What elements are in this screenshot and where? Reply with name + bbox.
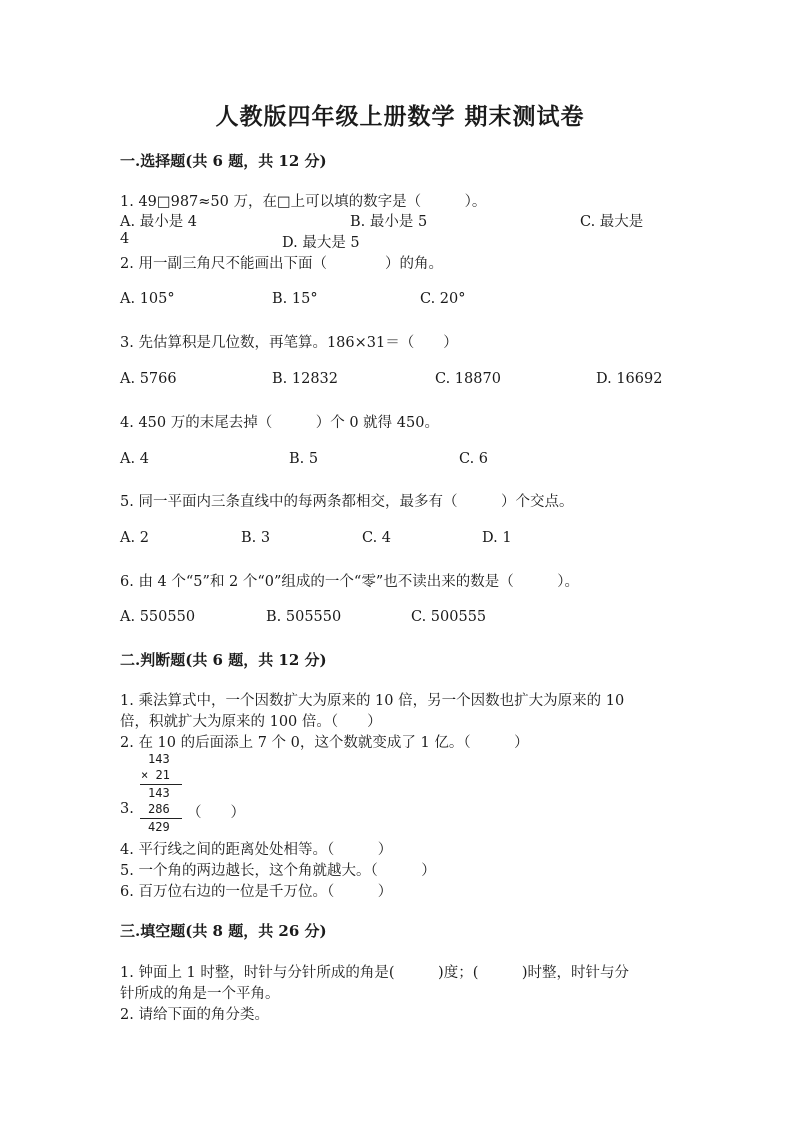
choice-q2-option-b: B. 15°: [272, 291, 318, 307]
choice-q1-option-b: B. 最小是 5: [350, 214, 428, 230]
calc-result: 429: [148, 820, 170, 834]
choice-q5-stem: 5. 同一平面内三条直线中的每两条都相交，最多有（ ）个交点。: [120, 494, 574, 510]
choice-q6-option-b: B. 505550: [266, 609, 342, 625]
choice-q1-option-d: D. 最大是 5: [282, 235, 360, 251]
calc-rule-1: [140, 784, 182, 785]
choice-q5-option-c: C. 4: [362, 530, 392, 546]
choice-q6-option-a: A. 550550: [120, 609, 196, 625]
page-title: 人教版四年级上册数学 期末测试卷: [215, 103, 585, 130]
calc-partial-2: 286: [148, 802, 170, 816]
choice-q5-option-a: A. 2: [120, 530, 149, 546]
judge-q2: 2. 在 10 的后面添上 7 个 0，这个数就变成了 1 亿。（ ）: [120, 735, 529, 751]
judge-q1-line2: 倍，积就扩大为原来的 100 倍。（ ）: [120, 714, 382, 730]
choice-q3-option-c: C. 18870: [435, 371, 501, 387]
calc-partial-1: 143: [148, 786, 170, 800]
calc-multiplier: × 21: [141, 768, 170, 782]
judge-q4: 4. 平行线之间的距离处处相等。（ ）: [120, 842, 393, 858]
choice-q3-option-b: B. 12832: [272, 371, 339, 387]
judge-q3-answer-paren: （ ）: [187, 805, 245, 821]
choice-q4-option-b: B. 5: [289, 451, 319, 467]
choice-q1-option-c-cont: 4: [120, 231, 130, 247]
section-heading-fill: 三.填空题(共 8 题，共 26 分): [120, 922, 327, 940]
judge-q1-line1: 1. 乘法算式中，一个因数扩大为原来的 10 倍，另一个因数也扩大为原来的 10: [120, 693, 625, 709]
judge-q6: 6. 百万位右边的一位是千万位。（ ）: [120, 884, 393, 900]
fill-q1-line1: 1. 钟面上 1 时整，时针与分针所成的角是( )度；( )时整，时针与分: [120, 965, 630, 981]
choice-q5-option-b: B. 3: [241, 530, 271, 546]
fill-q1-line2: 针所成的角是一个平角。: [120, 986, 280, 1002]
choice-q1-option-a: A. 最小是 4: [120, 214, 198, 230]
section-heading-choice: 一.选择题(共 6 题，共 12 分): [120, 152, 327, 170]
choice-q4-option-a: A. 4: [120, 451, 149, 467]
choice-q6-stem: 6. 由 4 个“5”和 2 个“0”组成的一个“零”也不读出来的数是（ ）。: [120, 574, 580, 590]
choice-q3-stem: 3. 先估算积是几位数，再笔算。186×31＝（ ）: [120, 335, 458, 351]
choice-q3-option-d: D. 16692: [596, 371, 663, 387]
fill-q2: 2. 请给下面的角分类。: [120, 1007, 269, 1023]
choice-q5-option-d: D. 1: [482, 530, 512, 546]
choice-q2-option-c: C. 20°: [420, 291, 466, 307]
choice-q3-option-a: A. 5766: [120, 371, 177, 387]
section-heading-judge: 二.判断题(共 6 题，共 12 分): [120, 651, 327, 669]
choice-q1-stem: 1. 49□987≈50 万，在□上可以填的数字是（ ）。: [120, 194, 487, 210]
calc-multiplicand: 143: [148, 752, 170, 766]
choice-q2-option-a: A. 105°: [120, 291, 175, 307]
calc-rule-2: [140, 818, 182, 819]
choice-q4-option-c: C. 6: [459, 451, 489, 467]
choice-q4-stem: 4. 450 万的末尾去掉（ ）个 0 就得 450。: [120, 415, 439, 431]
judge-q5: 5. 一个角的两边越长，这个角就越大。（ ）: [120, 863, 436, 879]
judge-q3-label: 3.: [120, 801, 134, 817]
choice-q6-option-c: C. 500555: [411, 609, 487, 625]
choice-q1-option-c: C. 最大是: [580, 214, 644, 230]
choice-q2-stem: 2. 用一副三角尺不能画出下面（ ）的角。: [120, 256, 443, 272]
